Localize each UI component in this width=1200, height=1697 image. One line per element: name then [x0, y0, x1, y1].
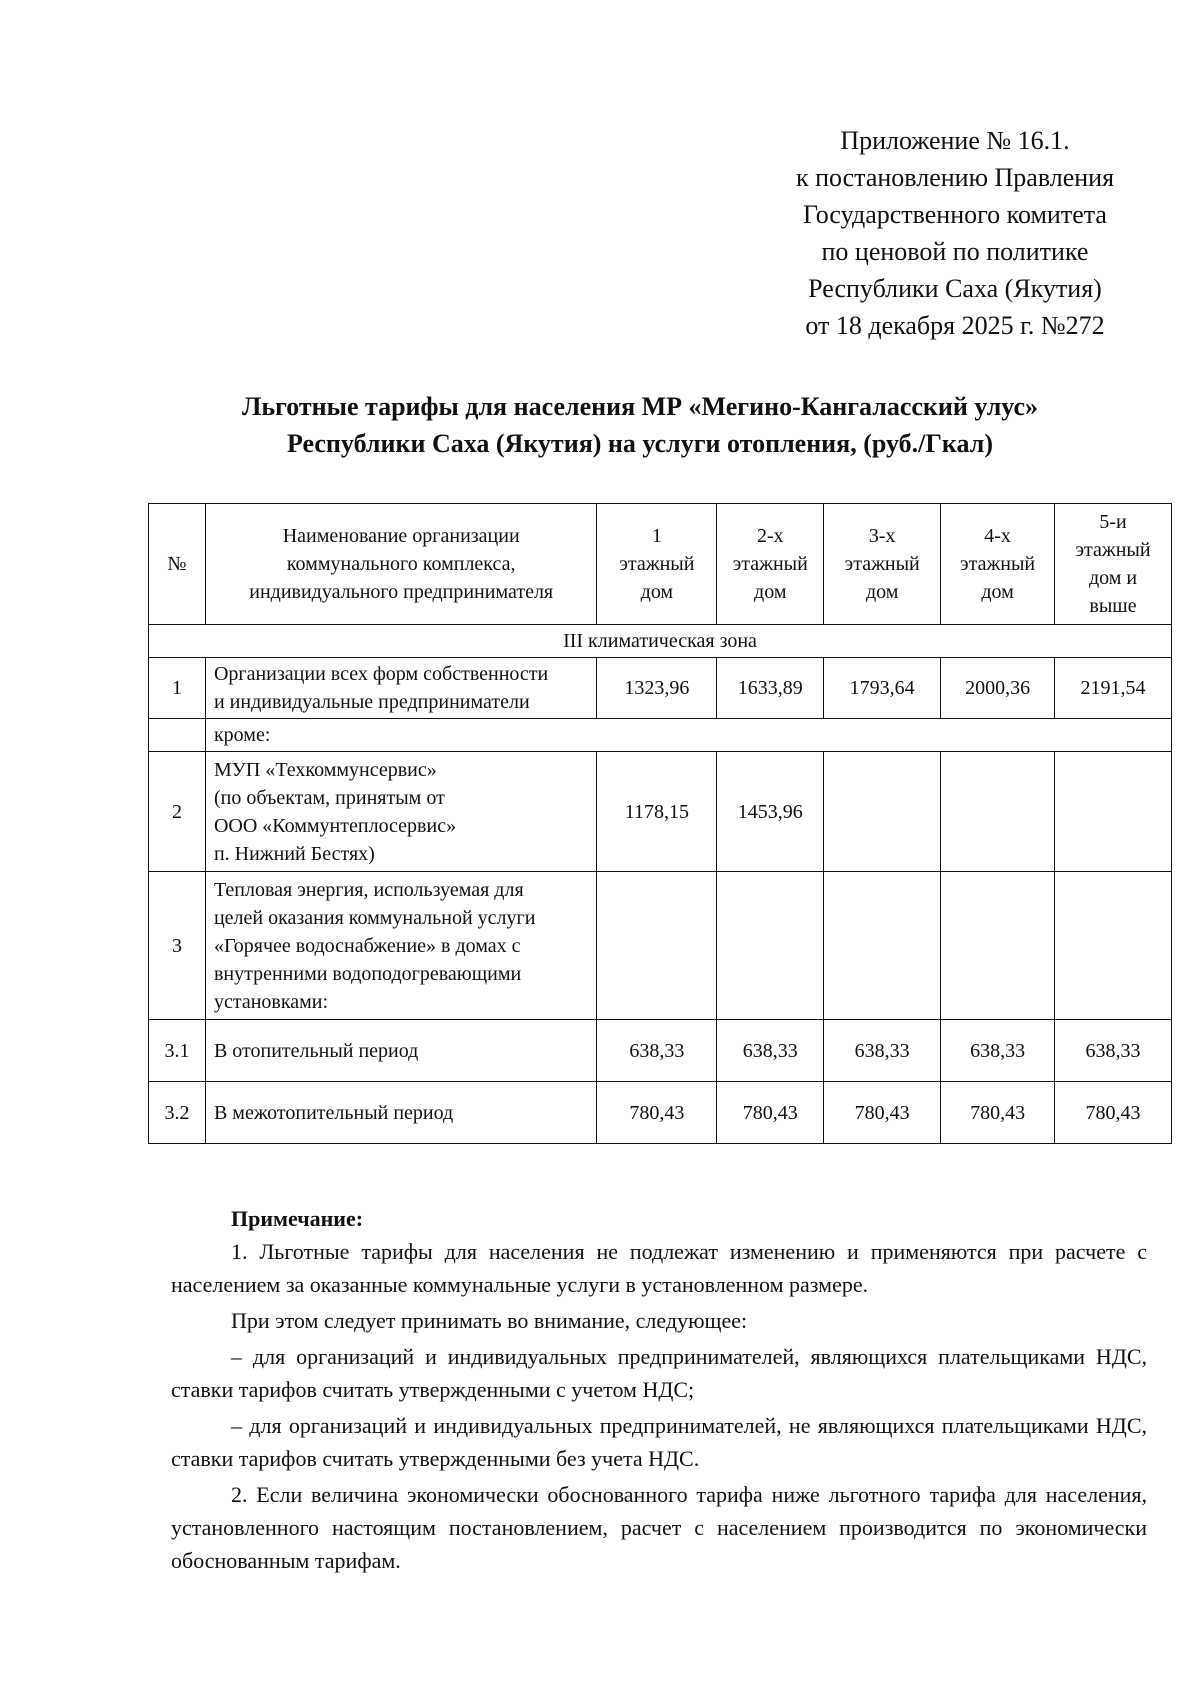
header-5-storey-and-above: 5-и этажный дом и выше: [1055, 504, 1172, 625]
notes-section: [171, 1202, 1147, 1577]
tariff-1-storey: 1178,15: [597, 752, 717, 872]
tariff-3-storey: 1793,64: [824, 658, 941, 719]
appendix-republic-line: Республики Саха (Якутия): [808, 274, 1102, 303]
tariff-4-storey: 780,43: [941, 1082, 1055, 1144]
appendix-date-line: от 18 декабря 2025 г. №272: [805, 311, 1105, 340]
table-row: [149, 719, 1172, 752]
tariff-4-storey: [941, 872, 1055, 1020]
note-paragraph-1: 1. Льготные тарифы для населения не подлежат изменению и применяются при расчете с населением за оказанные коммунальные услуги в установленном размере.: [171, 1239, 1147, 1297]
tariff-1-storey: 780,43: [597, 1082, 717, 1144]
row-number: [149, 719, 206, 752]
row-number: 3.1: [149, 1020, 206, 1082]
tariff-3-storey: [824, 752, 941, 872]
row-organization-name: Тепловая энергия, используемая для целей оказания коммунальной услуги «Горячее водоснабжение» в домах с внутренними водоподогревающими установками:: [205, 872, 596, 1020]
header-3-storey: 3-х этажный дом: [824, 504, 941, 625]
climate-zone-row: [149, 625, 1172, 658]
tariff-5-storey: 638,33: [1055, 1020, 1172, 1082]
row-number: 3: [149, 872, 206, 1020]
tariff-1-storey: [597, 872, 717, 1020]
document-title: [150, 388, 1130, 462]
note-paragraph-5: 2. Если величина экономически обоснованного тарифа ниже льготного тарифа для населения, установленного настоящим постановлением, расчет с населением производится по экономически обоснованным тарифам.: [171, 1482, 1147, 1573]
document-title-line-2: Республики Саха (Якутия) на услуги отопления, (руб./Гкал): [287, 429, 993, 458]
tariff-5-storey: [1055, 872, 1172, 1020]
tariff-3-storey: 780,43: [824, 1082, 941, 1144]
table-row: [149, 752, 1172, 872]
header-4-storey: 4-х этажный дом: [941, 504, 1055, 625]
row-organization-name: В отопительный период: [205, 1020, 596, 1082]
table-header-row: [149, 504, 1172, 625]
note-paragraph-4: – для организаций и индивидуальных предпринимателей, не являющихся плательщиками НДС, ставки тарифов считать утвержденными без учета НДС.: [171, 1413, 1147, 1471]
row-except-label: кроме:: [205, 719, 1171, 752]
row-organization-name: МУП «Техкоммунсервис» (по объектам, принятым от ООО «Коммунтеплосервис» п. Нижний Бестях): [205, 752, 596, 872]
tariff-2-storey: [717, 872, 824, 1020]
tariff-5-storey: 780,43: [1055, 1082, 1172, 1144]
table-row: [149, 872, 1172, 1020]
tariff-table: [148, 503, 1172, 1144]
header-number: №: [149, 504, 206, 625]
tariff-5-storey: [1055, 752, 1172, 872]
tariff-3-storey: 638,33: [824, 1020, 941, 1082]
tariff-4-storey: 2000,36: [941, 658, 1055, 719]
appendix-policy-line: по ценовой по политике: [821, 237, 1089, 266]
note-paragraph-3: – для организаций и индивидуальных предпринимателей, являющихся плательщиками НДС, ставки тарифов считать утвержденными с учетом НДС;: [171, 1344, 1147, 1402]
appendix-header: [760, 122, 1150, 344]
tariff-4-storey: [941, 752, 1055, 872]
header-1-storey: 1 этажный дом: [597, 504, 717, 625]
tariff-2-storey: 1453,96: [717, 752, 824, 872]
tariff-2-storey: 780,43: [717, 1082, 824, 1144]
row-number: 1: [149, 658, 206, 719]
tariff-1-storey: 1323,96: [597, 658, 717, 719]
table-row: [149, 1082, 1172, 1144]
table-row: [149, 1020, 1172, 1082]
header-2-storey: 2-х этажный дом: [717, 504, 824, 625]
row-number: 3.2: [149, 1082, 206, 1144]
row-number: 2: [149, 752, 206, 872]
tariff-3-storey: [824, 872, 941, 1020]
tariff-5-storey: 2191,54: [1055, 658, 1172, 719]
appendix-committee-line: Государственного комитета: [803, 200, 1107, 229]
tariff-2-storey: 1633,89: [717, 658, 824, 719]
note-paragraph-2: При этом следует принимать во внимание, следующее:: [231, 1308, 748, 1333]
tariff-2-storey: 638,33: [717, 1020, 824, 1082]
row-organization-name: Организации всех форм собственности и индивидуальные предприниматели: [205, 658, 596, 719]
tariff-1-storey: 638,33: [597, 1020, 717, 1082]
appendix-number: Приложение № 16.1.: [840, 126, 1070, 155]
table-row: [149, 658, 1172, 719]
tariff-4-storey: 638,33: [941, 1020, 1055, 1082]
appendix-resolution-line: к постановлению Правления: [795, 163, 1115, 192]
document-title-line-1: Льготные тарифы для населения МР «Мегино-Кангаласский улус»: [241, 392, 1039, 421]
row-organization-name: В межотопительный период: [205, 1082, 596, 1144]
header-organization-name: Наименование организации коммунального комплекса, индивидуального предпринимателя: [205, 504, 596, 625]
climate-zone-label: III климатическая зона: [149, 625, 1172, 658]
notes-title: Примечание:: [231, 1206, 364, 1231]
